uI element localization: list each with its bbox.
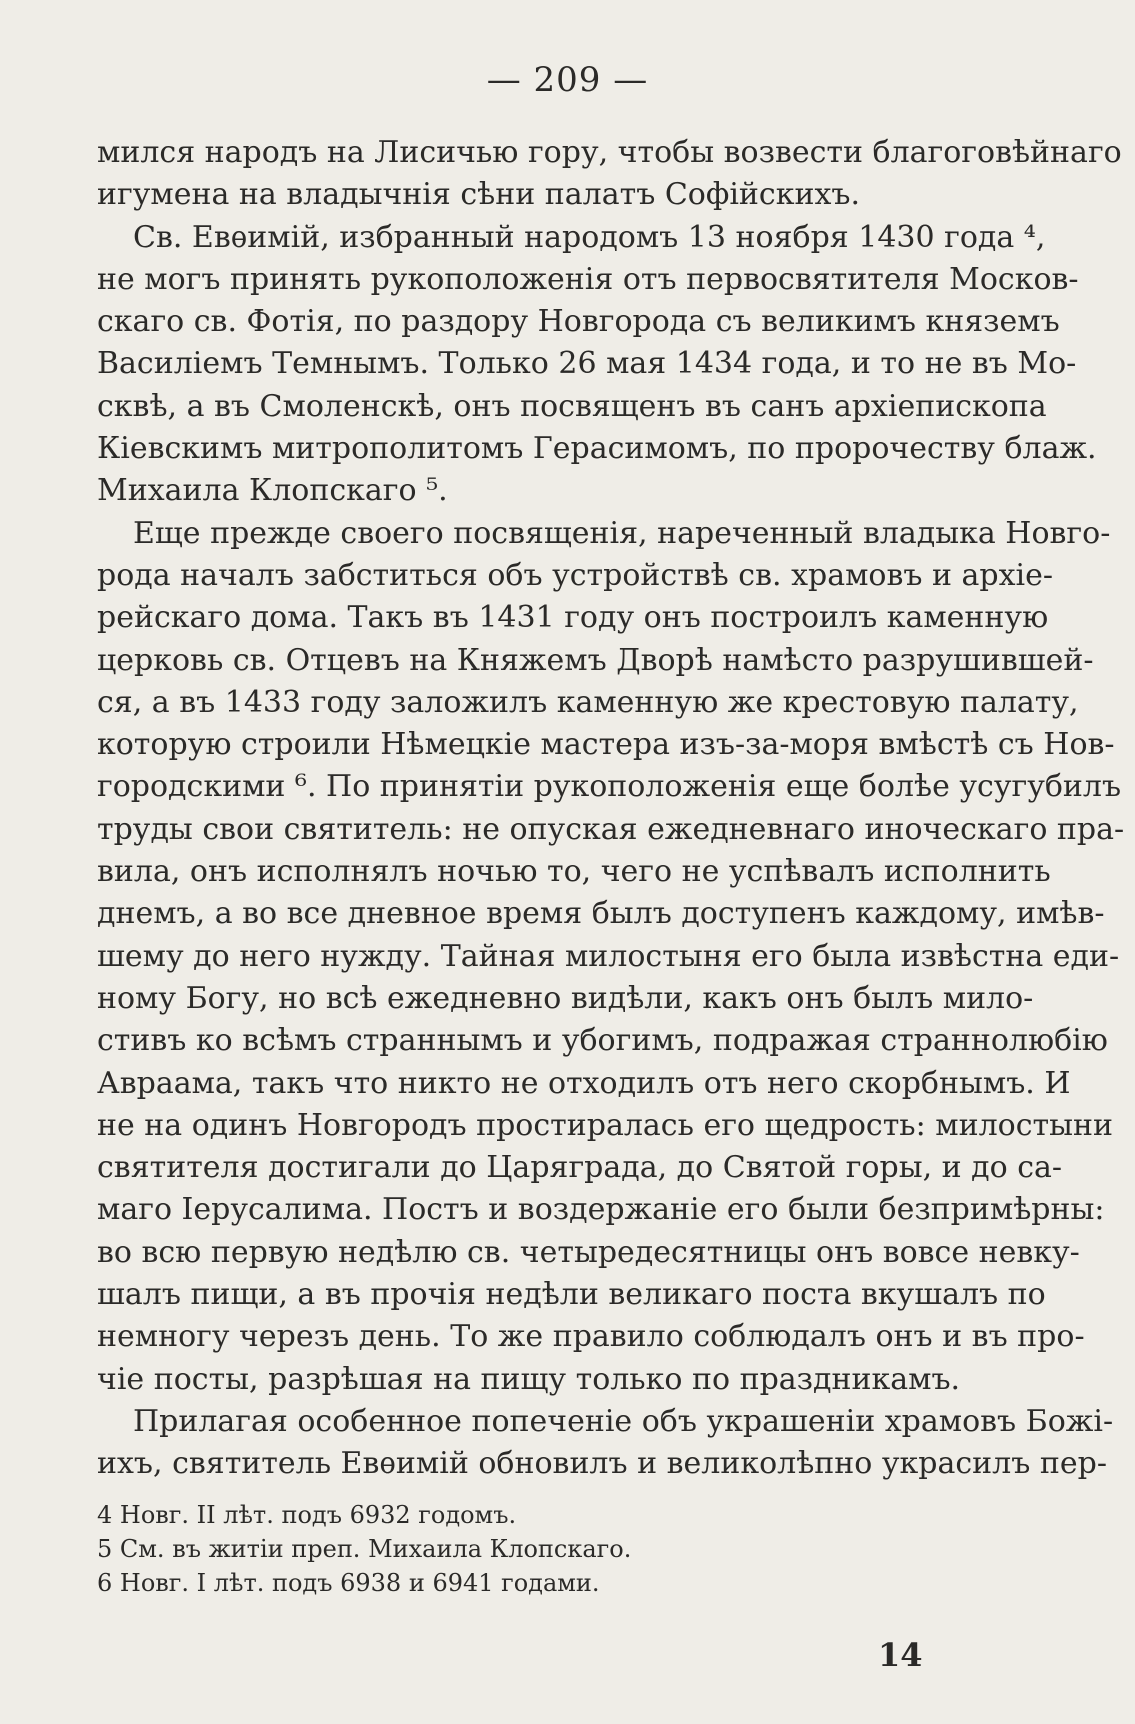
- text-line: ся, а въ 1433 году заложилъ каменную же крестовую палату,: [97, 684, 1079, 720]
- footnote-4: 4 Новг. II лѣт. подъ 6932 годомъ.: [97, 1501, 517, 1529]
- page-number: — 209 —: [486, 60, 649, 100]
- text-line: труды свои святитель: не опуская ежедневнаго иноческаго пра-: [97, 811, 1125, 847]
- footnote-5: 5 См. въ житіи преп. Михаила Клопскаго.: [97, 1535, 632, 1563]
- text-line: стивъ ко всѣмъ страннымъ и убогимъ, подражая страннолюбію: [97, 1023, 1108, 1059]
- text-line: Кіевскимъ митрополитомъ Герасимомъ, по пророчеству блаж.: [97, 431, 1097, 467]
- text-line: днемъ, а во все дневное время былъ доступенъ каждому, имѣв-: [97, 896, 1105, 932]
- footnotes: [97, 1498, 1033, 1600]
- text-line: церковь св. Отцевъ на Княжемъ Дворѣ намѣсто разрушившей-: [97, 642, 1094, 678]
- text-line: святителя достигали до Царяграда, до Святой горы, и до са-: [97, 1150, 1063, 1186]
- text-line: не могъ принять рукоположенія отъ первосвятителя Москов-: [97, 261, 1079, 297]
- text-line: Авраама, такъ что никто не отходилъ отъ него скорбнымъ. И: [97, 1065, 1071, 1101]
- text-line: ному Богу, но всѣ ежедневно видѣли, какъ онъ былъ мило-: [97, 980, 1034, 1016]
- text-line: Василіемъ Темнымъ. Только 26 мая 1434 года, и то не въ Мо-: [97, 346, 1077, 382]
- text-line: Св. Евѳимій, избранный народомъ 13 ноября 1430 года ⁴,: [133, 219, 1046, 255]
- text-line: которую строили Нѣмецкіе мастера изъ-за-моря вмѣстѣ съ Нов-: [97, 727, 1115, 763]
- text-line: ихъ, святитель Евѳимій обновилъ и великолѣпно украсилъ пер-: [97, 1446, 1107, 1482]
- footnote-6: 6 Новг. I лѣт. подъ 6938 и 6941 годами.: [97, 1569, 600, 1597]
- text-line: Прилагая особенное попеченіе объ украшеніи храмовъ Божі-: [133, 1403, 1114, 1439]
- signature-mark: 14: [878, 1636, 923, 1674]
- text-line: Михаила Клопскаго ⁵.: [97, 473, 448, 509]
- text-line: сквѣ, а въ Смоленскѣ, онъ посвященъ въ санъ архіепископа: [97, 388, 1047, 424]
- text-line: рейскаго дома. Такъ въ 1431 году онъ построилъ каменную: [97, 600, 1049, 636]
- text-line: городскими ⁶. По принятіи рукоположенія еще болѣе усугубилъ: [97, 769, 1122, 805]
- text-line: во всю первую недѣлю св. четыредесятницы онъ вовсе невку-: [97, 1234, 1080, 1270]
- text-line: Еще прежде своего посвященія, нареченный владыка Новго-: [133, 515, 1111, 551]
- text-line: шалъ пищи, а въ прочія недѣли великаго поста вкушалъ по: [97, 1277, 1046, 1313]
- text-line: шему до него нужду. Тайная милостыня его была извѣстна еди-: [97, 938, 1120, 974]
- text-line: не на одинъ Новгородъ простиралась его щедрость: милостыни: [97, 1107, 1114, 1143]
- text-line: чіе посты, разрѣшая на пищу только по праздникамъ.: [97, 1361, 961, 1397]
- text-line: немногу черезъ день. То же правило соблюдалъ онъ и въ про-: [97, 1319, 1085, 1355]
- body-text: [97, 132, 1125, 1486]
- text-line: маго Іерусалима. Постъ и воздержаніе его были безпримѣрны:: [97, 1192, 1105, 1228]
- text-line: мился народъ на Лисичью гору, чтобы возвести благоговѣйнаго: [97, 135, 1122, 170]
- text-line: игумена на владычнія сѣни палатъ Софійскихъ.: [97, 177, 860, 213]
- text-line: скаго св. Фотія, по раздору Новгорода съ великимъ княземъ: [97, 304, 1060, 340]
- text-line: вила, онъ исполнялъ ночью то, чего не успѣвалъ исполнить: [97, 854, 1051, 890]
- text-line: рода началъ забститься объ устройствѣ св. храмовъ и архіе-: [97, 557, 1054, 593]
